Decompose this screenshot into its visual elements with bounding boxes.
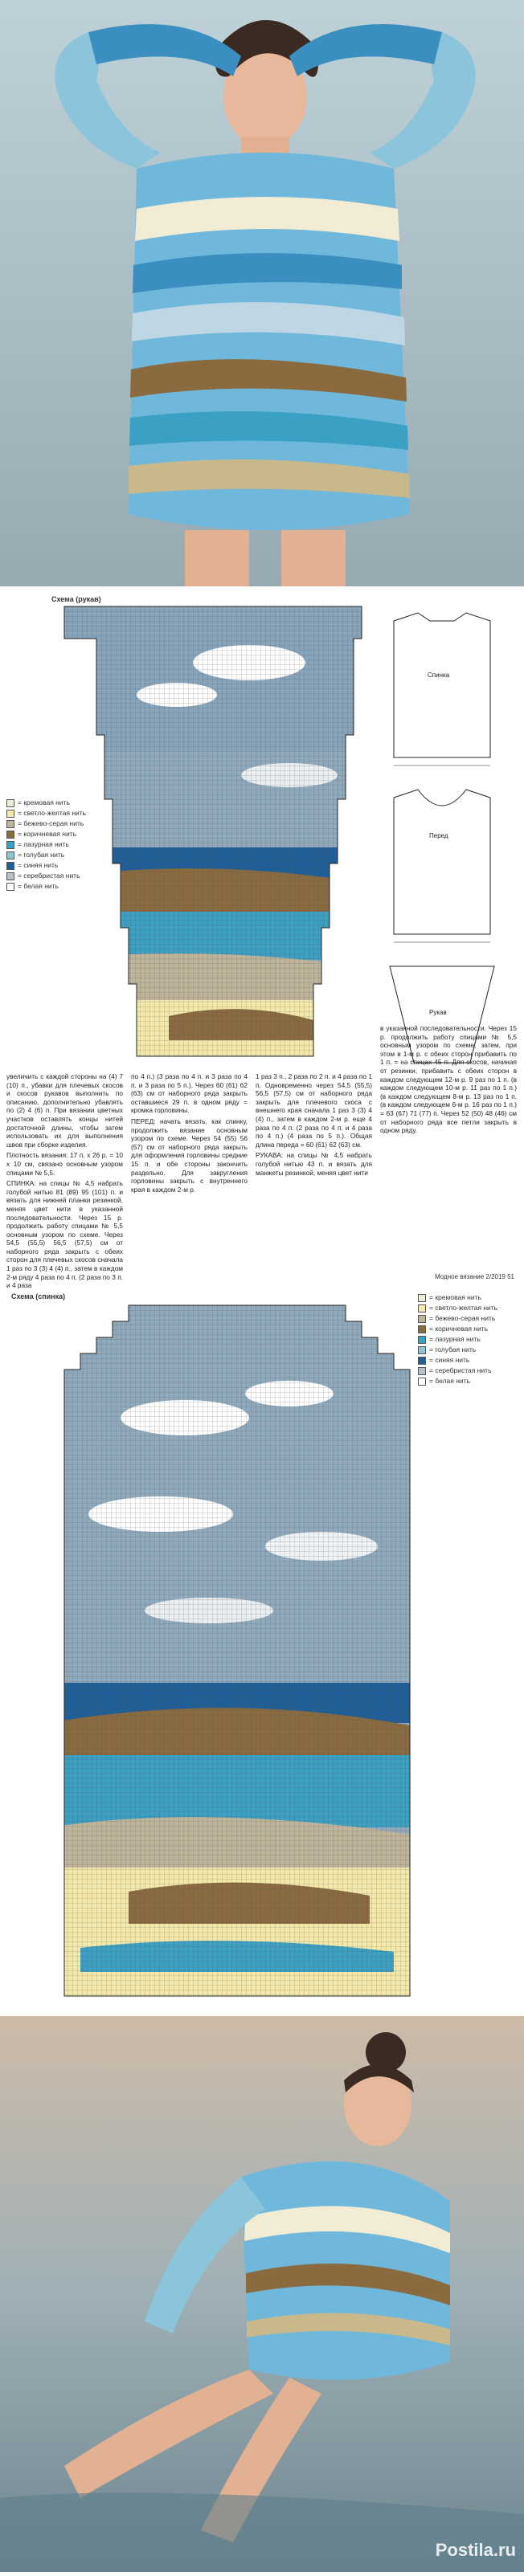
instructions-paragraph: Плотность вязания: 17 п. х 26 р. = 10 х 10 см, связано основным узором спицами № 5,5.	[6, 1151, 123, 1177]
swatch-silver	[6, 872, 14, 880]
instructions-paragraph: по 4 п.) (3 раза по 4 п. и 3 раза по 4 п. и 3 раза по 5 п.). Через 60 (61) 62 (63) см от наборного ряда закрыть оставшиеся 29 п. в одном ряду = кромка горловины.	[131, 1072, 248, 1115]
instructions-paragraph: СПИНКА: на спицы № 4,5 набрать голубой нитью 81 (89) 95 (101) п. и вязать для нижней планки резинкой, меняя цвет нити в указанной последовательности. Через 15 р. продолжить работу спицами № 5,5 основным узором по схеме. Через 54,5 (55,5) 56,5 (57,5) см от наборного ряда закрыть с обеих сторон для плечевых скосов сначала 1 раз по 3 (3) 4 (4) п., затем в каждом 2-м ряду 4 раза по 4 п. (2 раза по 3 п. и 4 раза	[6, 1179, 123, 1290]
swatch-light-yellow	[418, 1304, 426, 1312]
swatch-beige-gray	[6, 820, 14, 828]
legend-item: = синяя нить	[418, 1355, 497, 1366]
model-photo-illustration	[0, 0, 524, 586]
legend-item: = серебристая нить	[418, 1366, 497, 1376]
instructions-paragraph: ПЕРЕД: начать вязать, как спинку, продолжить вязание основным узором по схеме. Через 54 (55) 56 (57) см от наборного ряда закрыть для оформления горловины средние 15 п. и обе стороны закончить раздельно. Для закругления горловины закрыть с внутреннего края в каждом 2-м р.	[131, 1117, 248, 1194]
swatch-azure	[418, 1336, 426, 1344]
back-chart	[48, 1305, 418, 2004]
swatch-light-blue	[6, 851, 14, 859]
swatch-silver	[418, 1367, 426, 1375]
swatch-cream	[418, 1294, 426, 1302]
legend-item: = синяя нить	[6, 860, 86, 871]
sleeve-chart	[48, 606, 370, 1072]
instructions-col-1	[6, 1072, 123, 1292]
swatch-brown	[6, 831, 14, 839]
legend-item: = кремовая нить	[6, 798, 86, 808]
instructions-col-4	[380, 1024, 517, 1137]
back-chart-page	[0, 1289, 524, 2012]
legend-item: = лазурная нить	[418, 1334, 497, 1345]
legend-item: = голубая нить	[6, 850, 86, 860]
swatch-light-blue	[418, 1346, 426, 1354]
swatch-blue	[418, 1357, 426, 1365]
back-chart-title: Схема (спинка)	[11, 1292, 66, 1300]
instructions-col-3	[256, 1072, 372, 1179]
top-photo	[0, 0, 524, 586]
swatch-cream	[6, 799, 14, 807]
postila-watermark: Postila.ru	[435, 2540, 516, 2560]
color-legend-1	[6, 798, 86, 892]
instructions-paragraph: РУКАВА: на спицы № 4,5 набрать голубой нитью 43 п. и вязать для манжеты резинкой, меняя цвет нити	[256, 1151, 372, 1177]
back-schematic-label: Спинка	[428, 672, 450, 679]
legend-item: = бежево-серая нить	[6, 819, 86, 829]
bottom-photo	[0, 2016, 524, 2572]
legend-item: = лазурная нить	[6, 839, 86, 850]
legend-item: = коричневая нить	[418, 1324, 497, 1334]
swatch-azure	[6, 841, 14, 849]
legend-item: = белая нить	[418, 1376, 497, 1386]
legend-item: = бежево-серая нить	[418, 1313, 497, 1324]
legend-item: = серебристая нить	[6, 871, 86, 881]
legend-item: = светло-желтая нить	[418, 1303, 497, 1313]
instructions-paragraph: увеличить с каждой стороны на (4) 7 (10) п., убавки для плечевых скосов и скосов рукавов выполнить по описанию, дополнительно убавлять по (2) 4 (6) п. При вязании цветных участков оставлять концы нитей достаточной длины, чтобы затем использовать их для выполнения швов при сборке изделия.	[6, 1072, 123, 1149]
front-schematic-label: Перед	[429, 832, 448, 839]
legend-item: = белая нить	[6, 881, 86, 892]
legend-item: = коричневая нить	[6, 829, 86, 839]
sleeve-chart-page	[0, 590, 524, 1290]
instructions-paragraph: в указанной последовательности. Через 15 р. продолжить работу спицами № 5,5 основным узором по схеме, затем, при этом в 1-м р. с обеих сторон прибавить по 1 п. = на спицах 45 п. Для скосов, начиная от резинки, прибавить с обеих сторон в каждом следующем 12-м р. 9 раз по 1 п. (в каждом следующем 10-м р. 11 раз по 1 п.) (в каждом следующем 8-м р. 13 раз по 1 п. (в каждом следующем 6-м р. 16 раз по 1 п.) = 63 (67) 71 (77) п. Через 52 (50) 48 (46) см от наборного ряда все петли закрыть в одном ряду.	[380, 1024, 517, 1135]
swatch-brown	[418, 1325, 426, 1333]
legend-item: = светло-желтая нить	[6, 808, 86, 819]
sleeve-chart-title: Схема (рукав)	[51, 595, 101, 603]
instructions-col-2	[131, 1072, 248, 1196]
color-legend-2	[418, 1292, 497, 1386]
swatch-beige-gray	[418, 1315, 426, 1323]
legend-item: = кремовая нить	[418, 1292, 497, 1303]
swatch-light-yellow	[6, 810, 14, 818]
swatch-white	[6, 883, 14, 891]
pattern-schematics	[378, 597, 518, 1071]
swatch-white	[418, 1378, 426, 1386]
model-photo-illustration-2	[0, 2016, 524, 2572]
swatch-blue	[6, 862, 14, 870]
sleeve-schematic-label: Рукав	[429, 1009, 447, 1016]
legend-item: = голубая нить	[418, 1345, 497, 1355]
page-footer: Модное вязание 2/2019 51	[435, 1273, 514, 1280]
instructions-paragraph: 1 раз 3 п., 2 раза по 2 п. и 4 раза по 1 п. Одновременно через 54,5 (55,5) 56,5 (57,5) см от наборного ряда закрыть для плечевого скоса с внешнего края сначала 1 раз 3 (3) 4 (4) п., затем в каждом 2-м р. еще 4 раза по 4 п. (2 раза по 4 п. и 4 раза по 4 п.) (4 раза по 5 п.). Общая длина переда = 60 (61) 62 (63) см.	[256, 1072, 372, 1149]
